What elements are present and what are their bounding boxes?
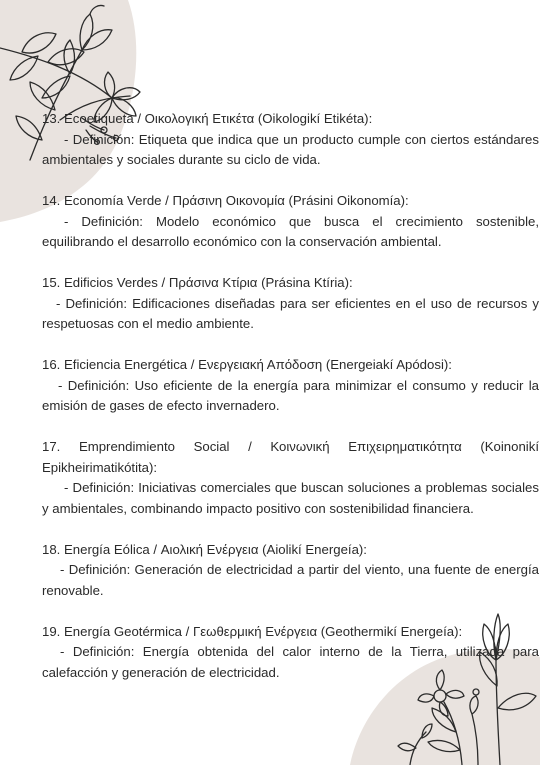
entry-title: 16. Eficiencia Energética / Ενεργειακή Απόδοση (Energeiakí Apódosi):	[42, 357, 452, 372]
entry-title: 18. Energía Eólica / Αιολική Ενέργεια (Aiolikí Energeía):	[42, 541, 367, 557]
glossary-entry-18	[42, 540, 539, 602]
glossary-entry-17	[42, 437, 539, 519]
entry-title: 19. Energía Geotérmica / Γεωθερμική Ενέργεια (Geothermikí Energeía):	[42, 623, 463, 639]
entry-definition: - Definición: Etiqueta que indica que un producto cumple con ciertos estándares ambientales y sociales durante su ciclo de vida.	[42, 131, 539, 167]
glossary-entry-16	[42, 355, 539, 417]
glossary-content	[42, 109, 539, 704]
entry-definition: - Definición: Uso eficiente de la energía para minimizar el consumo y reducir la emisión de gases de efecto invernadero.	[42, 377, 539, 413]
glossary-entry-15	[42, 273, 539, 335]
entry-title: 13. Ecoetiqueta / Οικολογική Ετικέτα (Oikologikí Etikéta):	[42, 111, 373, 126]
entry-title: 15. Edificios Verdes / Πράσινα Κτίρια (Prásina Ktíria):	[42, 275, 353, 290]
entry-definition: - Definición: Generación de electricidad a partir del viento, una fuente de energía renovable.	[42, 562, 539, 598]
glossary-entry-14	[42, 191, 539, 253]
entry-title: 14. Economía Verde / Πράσινη Οικονομία (Prásini Oikonomía):	[42, 193, 409, 208]
entry-definition: - Definición: Edificaciones diseñadas para ser eficientes en el uso de recursos y respetuosas con el medio ambiente.	[42, 295, 539, 331]
entry-definition: - Definición: Energía obtenida del calor interno de la Tierra, utilizada para calefacción y generación de electricidad.	[42, 644, 539, 680]
entry-definition: - Definición: Iniciativas comerciales que buscan soluciones a problemas sociales y ambientales, combinando impacto positivo con sostenibilidad financiera.	[42, 480, 539, 516]
entry-definition: - Definición: Modelo económico que busca el crecimiento sostenible, equilibrando el desarrollo económico con la conservación ambiental.	[42, 213, 539, 249]
entry-title: 17. Emprendimiento Social / Κοινωνική Επιχειρηματικότητα (Koinonikí Epikheirimatikótita):	[42, 439, 539, 475]
glossary-entry-13	[42, 109, 539, 171]
glossary-entry-19	[42, 622, 539, 684]
